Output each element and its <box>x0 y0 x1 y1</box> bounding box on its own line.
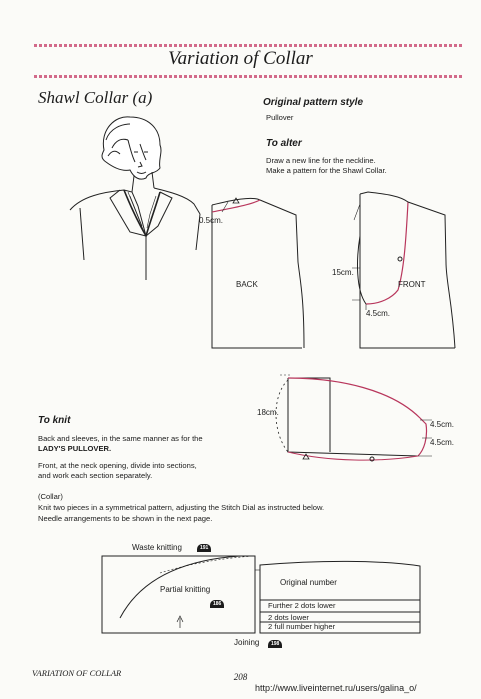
collar-height-measure: 18cm. <box>257 408 279 417</box>
back-neck-measure: 0.5cm. <box>199 216 224 225</box>
page-number: 208 <box>233 672 248 682</box>
partial-knitting-badge: 186 <box>210 600 224 608</box>
front-pattern <box>352 192 455 348</box>
to-alter-heading: To alter <box>266 138 302 149</box>
table-row-lower: 2 dots lower <box>268 613 309 622</box>
collar-right-bottom-measure: 4.5cm. <box>430 438 455 447</box>
original-style-heading: Original pattern style <box>263 97 364 108</box>
footer-section-name: VARIATION OF COLLAR <box>32 668 122 678</box>
to-alter-line-1: Draw a new line for the neckline. <box>266 156 376 165</box>
watermark-url: http://www.liveinternet.ru/users/galina_o/ <box>255 683 417 693</box>
collar-note-heading: (Collar) <box>38 492 63 501</box>
original-style-text: Pullover <box>266 113 294 122</box>
to-knit-p1-line-2: LADY'S PULLOVER. <box>38 444 112 453</box>
waste-knitting-badge: 191 <box>197 544 211 552</box>
collar-note-line-1: Knit two pieces in a symmetrical pattern, adjusting the Stitch Dial as instructed below. <box>38 503 325 512</box>
joining-label: Joining <box>234 638 260 647</box>
front-bottom-measure: 4.5cm. <box>366 309 391 318</box>
page-title: Variation of Collar <box>168 48 313 69</box>
section-subtitle: Shawl Collar (a) <box>38 88 153 107</box>
back-pattern <box>212 198 304 348</box>
partial-knitting-label: Partial knitting <box>160 585 211 594</box>
to-knit-p2-line-2: and work each section separately. <box>38 471 153 480</box>
collar-right-top-measure: 4.5cm. <box>430 420 455 429</box>
to-knit-heading: To knit <box>38 415 71 426</box>
front-side-measure: 15cm. <box>332 268 354 277</box>
back-label: BACK <box>236 280 258 289</box>
collar-piece-pattern <box>276 375 432 461</box>
table-row-higher: 2 full number higher <box>268 622 336 631</box>
front-label: FRONT <box>398 280 426 289</box>
collar-note-line-2: Needle arrangements to be shown in the next page. <box>38 514 213 523</box>
woman-illustration <box>70 117 200 280</box>
to-knit-p2-line-1: Front, at the neck opening, divide into sections, <box>38 461 197 470</box>
table-row-original: Original number <box>280 578 337 587</box>
knitting-diagram <box>102 556 420 633</box>
to-knit-p1-line-1: Back and sleeves, in the same manner as for the <box>38 434 203 443</box>
waste-knitting-label: Waste knitting <box>132 543 182 552</box>
joining-badge: 198 <box>268 640 282 648</box>
to-alter-line-2: Make a pattern for the Shawl Collar. <box>266 166 387 175</box>
table-row-further-lower: Further 2 dots lower <box>268 601 336 610</box>
